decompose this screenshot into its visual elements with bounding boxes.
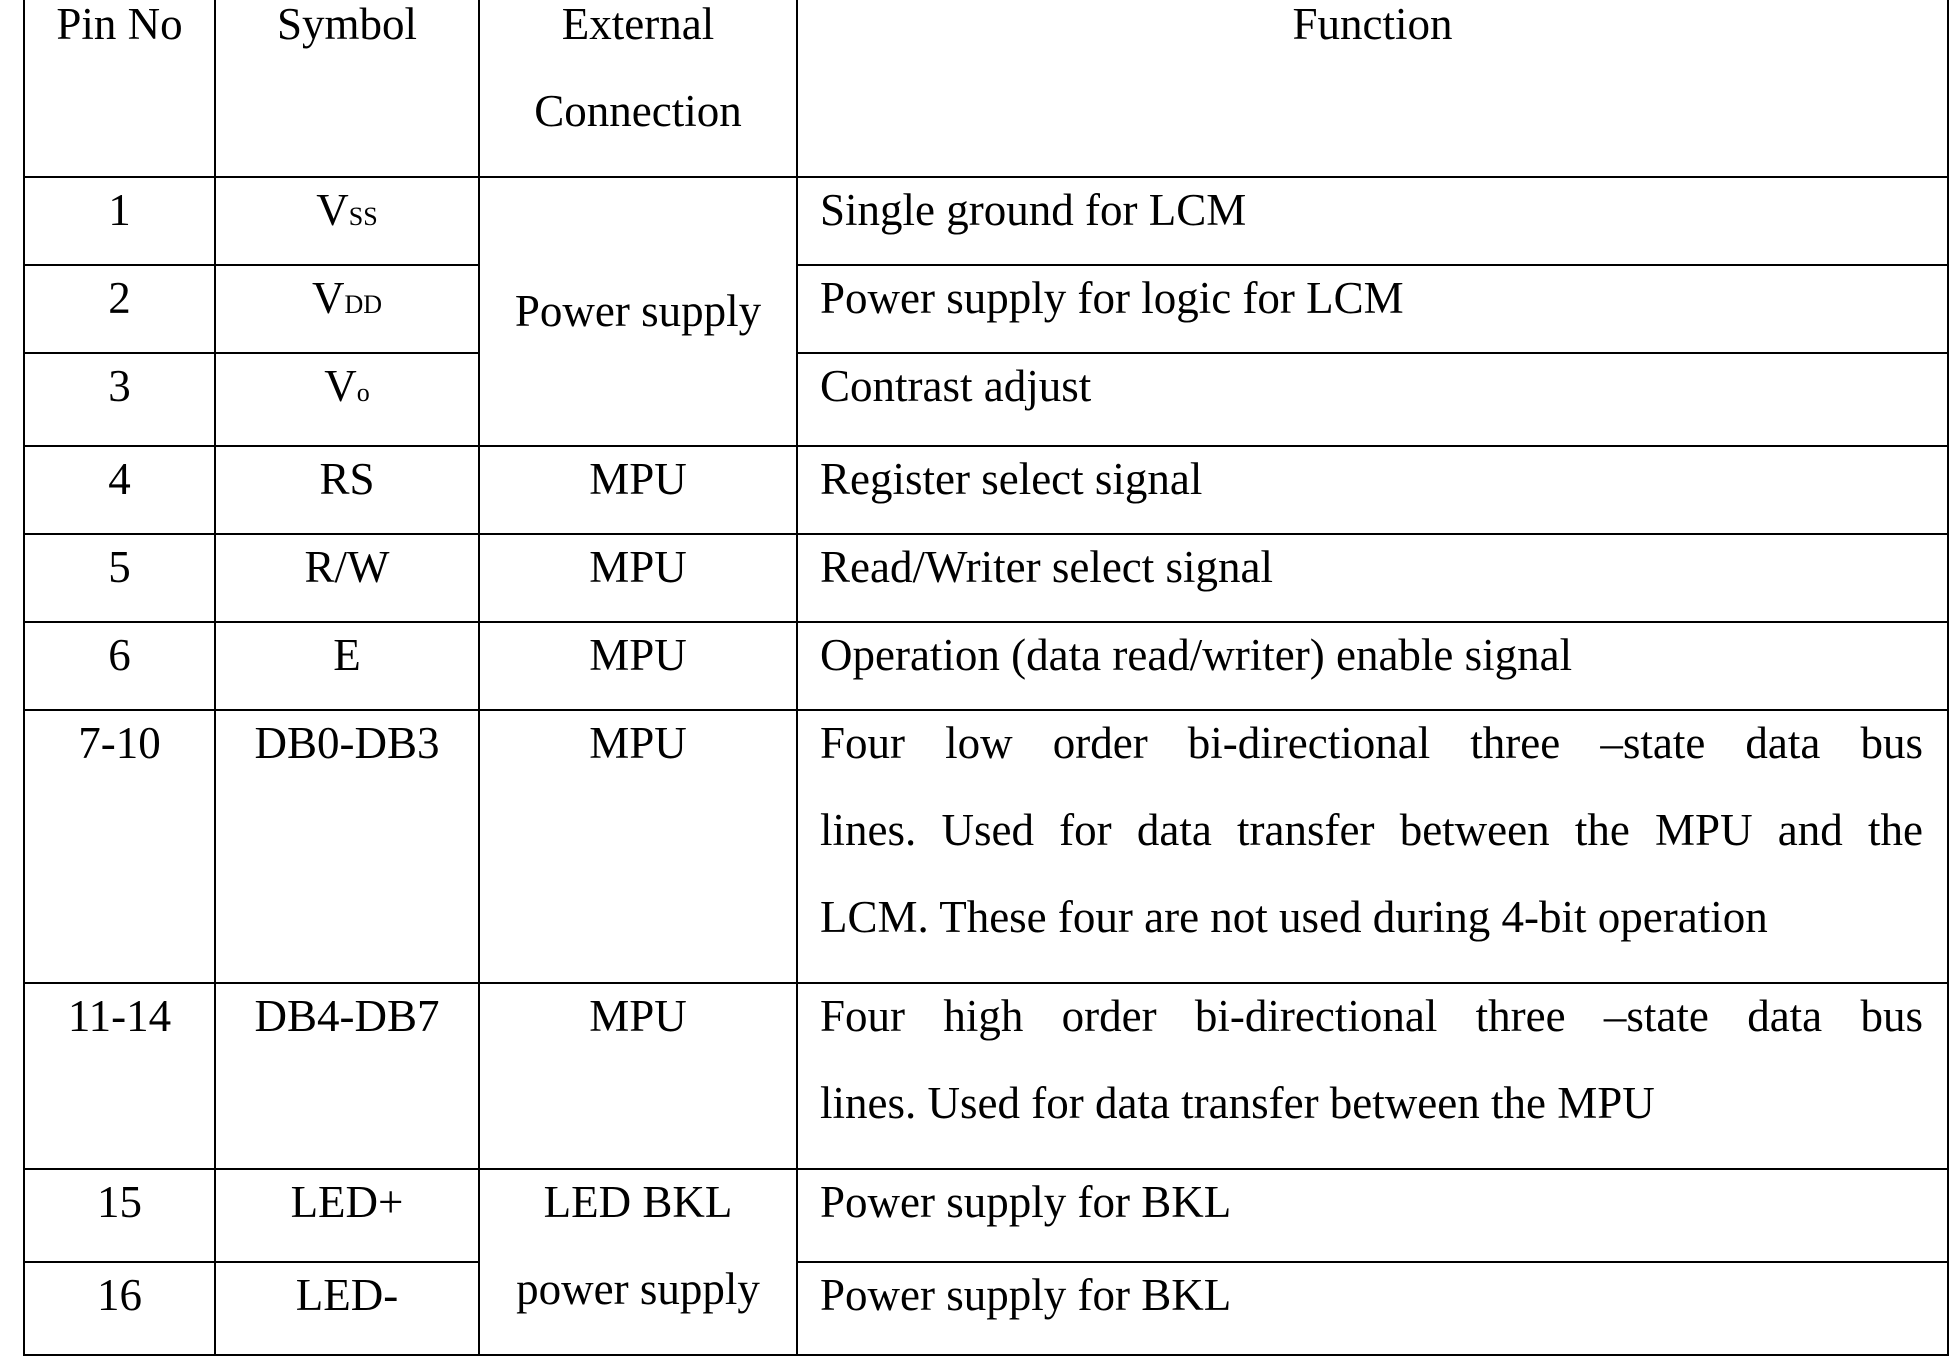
function-cell: Four low order bi-directional three –state data bus lines. Used for data transfer between the MPU and the LCM. These four are not used during 4-bit operation (797, 710, 1948, 983)
header-external-connection: External Connection (479, 0, 797, 177)
function-cell: Power supply for BKL (797, 1169, 1948, 1262)
external-cell-power-supply: Power supply (479, 177, 797, 446)
function-cell: Contrast adjust (797, 353, 1948, 446)
external-cell: MPU (479, 534, 797, 622)
pin-cell: 6 (24, 622, 215, 710)
function-cell: Power supply for logic for LCM (797, 265, 1948, 353)
symbol-cell: LED+ (215, 1169, 479, 1262)
header-row (24, 0, 1948, 177)
symbol-cell: DB4-DB7 (215, 983, 479, 1169)
table-row (24, 265, 1948, 353)
function-cell: Read/Writer select signal (797, 534, 1948, 622)
function-cell: Operation (data read/writer) enable signal (797, 622, 1948, 710)
pin-cell: 2 (24, 265, 215, 353)
external-cell: MPU (479, 446, 797, 534)
table-row (24, 1169, 1948, 1262)
header-pin-no: Pin No (24, 0, 215, 177)
symbol-cell: DB0-DB3 (215, 710, 479, 983)
table-row (24, 177, 1948, 265)
external-cell: MPU (479, 622, 797, 710)
table-row (24, 983, 1948, 1169)
pin-cell: 3 (24, 353, 215, 446)
symbol-cell: Vo (215, 353, 479, 446)
pin-cell: 7-10 (24, 710, 215, 983)
pin-cell: 4 (24, 446, 215, 534)
table-row (24, 446, 1948, 534)
header-symbol: Symbol (215, 0, 479, 177)
pin-cell: 16 (24, 1262, 215, 1355)
table-row (24, 622, 1948, 710)
table-row (24, 710, 1948, 983)
symbol-cell: VDD (215, 265, 479, 353)
external-cell: MPU (479, 710, 797, 983)
external-cell: MPU (479, 983, 797, 1169)
symbol-cell: E (215, 622, 479, 710)
table-row (24, 534, 1948, 622)
function-cell: Single ground for LCM (797, 177, 1948, 265)
symbol-cell: VSS (215, 177, 479, 265)
table-row (24, 1262, 1948, 1355)
symbol-cell: LED- (215, 1262, 479, 1355)
function-cell: Four high order bi-directional three –state data bus lines. Used for data transfer between the MPU (797, 983, 1948, 1169)
external-cell-led-bkl: LED BKL power supply (479, 1169, 797, 1355)
symbol-cell: RS (215, 446, 479, 534)
pin-function-table (23, 0, 1949, 1356)
pin-cell: 11-14 (24, 983, 215, 1169)
function-cell: Register select signal (797, 446, 1948, 534)
function-cell: Power supply for BKL (797, 1262, 1948, 1355)
pin-cell: 15 (24, 1169, 215, 1262)
pin-cell: 1 (24, 177, 215, 265)
header-function: Function (797, 0, 1948, 177)
table-row (24, 353, 1948, 446)
pin-cell: 5 (24, 534, 215, 622)
symbol-cell: R/W (215, 534, 479, 622)
